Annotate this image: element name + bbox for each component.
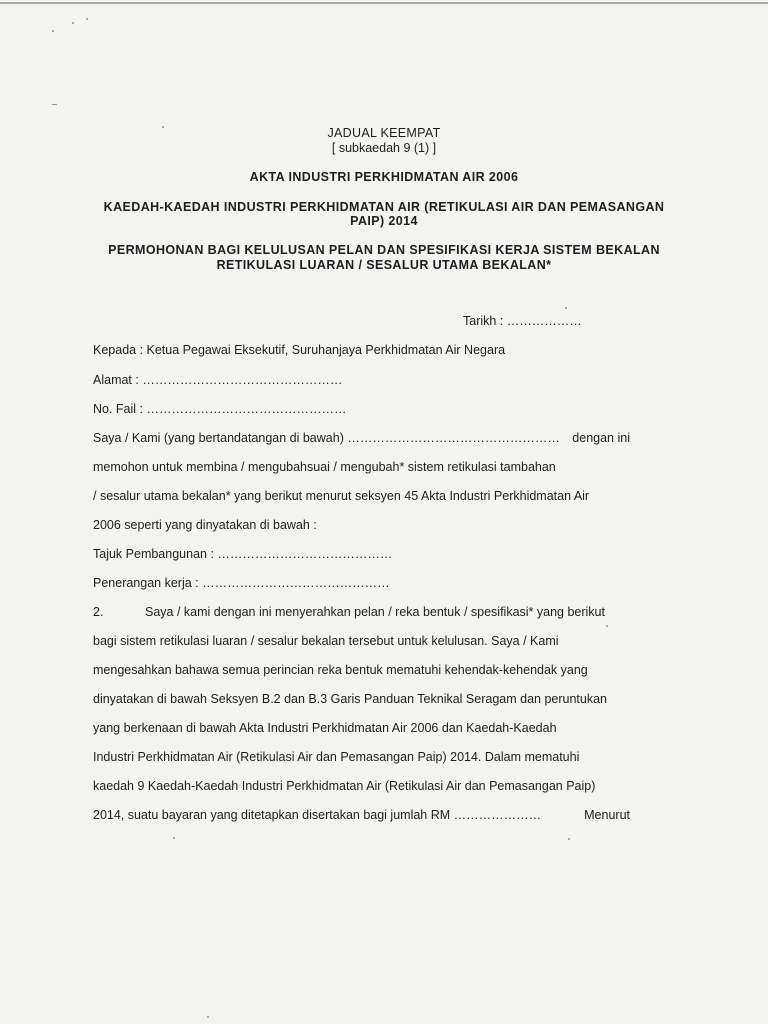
- paragraph2-line1: [93, 605, 605, 620]
- scan-speck: [52, 30, 54, 32]
- application-title-line1: PERMOHONAN BAGI KELULUSAN PELAN DAN SPESIFIKASI KERJA SISTEM BEKALAN: [108, 243, 660, 257]
- scan-speck: [86, 18, 88, 20]
- schedule-title: JADUAL KEEMPAT: [327, 126, 441, 140]
- paragraph2-line4: dinyatakan di bawah Seksyen B.2 dan B.3 Garis Panduan Teknikal Seragam dan peruntukan: [93, 692, 607, 706]
- paragraph2-line8-end: Menurut: [584, 808, 630, 822]
- paragraph2-line5: yang berkenaan di bawah Akta Industri Perkhidmatan Air 2006 dan Kaedah-Kaedah: [93, 721, 557, 735]
- scan-speck: [173, 837, 175, 839]
- paragraph2-line8: [93, 808, 630, 823]
- paragraph1-line3: / sesalur utama bekalan* yang berikut menurut seksyen 45 Akta Industri Perkhidmatan Air: [93, 489, 590, 503]
- paragraph1-line4: 2006 seperti yang dinyatakan di bawah :: [93, 518, 317, 532]
- paragraph2-line3: mengesahkan bahawa semua perincian reka bentuk mematuhi kehendak-kehendak yang: [93, 663, 588, 677]
- work-description-field: Penerangan kerja : ………………………………………: [93, 576, 390, 590]
- act-title: AKTA INDUSTRI PERKHIDMATAN AIR 2006: [249, 170, 519, 184]
- paragraph2-number: 2.: [93, 605, 104, 619]
- scan-speck: [565, 307, 567, 309]
- paragraph1-line2: memohon untuk membina / mengubahsuai / mengubah* sistem retikulasi tambahan: [93, 460, 556, 474]
- applicant-name-field: Saya / Kami (yang bertandatangan di bawah) ……………………………………………: [93, 431, 560, 445]
- subrule-reference: [ subkaedah 9 (1) ]: [331, 141, 437, 155]
- recipient-line: Kepada : Ketua Pegawai Eksekutif, Suruhanjaya Perkhidmatan Air Negara: [93, 343, 506, 357]
- scan-speck: [606, 625, 608, 627]
- project-title-field: Tajuk Pembangunan : ……………………………………: [93, 547, 393, 561]
- rules-title-line2: PAIP) 2014: [350, 214, 418, 228]
- paragraph1-line1-end: dengan ini: [572, 431, 630, 445]
- rules-title-line1: KAEDAH-KAEDAH INDUSTRI PERKHIDMATAN AIR (RETIKULASI AIR DAN PEMASANGAN: [103, 200, 665, 214]
- scan-speck: [207, 1016, 209, 1018]
- paragraph1-line1: [93, 431, 630, 446]
- paragraph2-line2: bagi sistem retikulasi luaran / sesalur bekalan tersebut untuk kelulusan. Saya / Kami: [93, 634, 559, 648]
- address-field: Alamat : …………………………………………: [93, 373, 343, 387]
- file-number-field: No. Fail : …………………………………………: [93, 402, 347, 416]
- paragraph2-line7: kaedah 9 Kaedah-Kaedah Industri Perkhidmatan Air (Retikulasi Air dan Pemasangan Paip): [93, 779, 596, 793]
- paragraph2-line1-text: Saya / kami dengan ini menyerahkan pelan / reka bentuk / spesifikasi* yang berikut: [145, 605, 605, 619]
- scan-edge-line: [0, 2, 768, 4]
- payment-amount-field: 2014, suatu bayaran yang ditetapkan disertakan bagi jumlah RM …………………: [93, 808, 542, 822]
- date-field: Tarikh : ………………: [463, 314, 582, 328]
- scan-speck: [72, 22, 74, 24]
- scan-speck: [52, 104, 57, 105]
- scan-speck: [568, 838, 570, 840]
- application-title-line2: RETIKULASI LUARAN / SESALUR UTAMA BEKALAN*: [216, 258, 552, 272]
- paragraph2-line6: Industri Perkhidmatan Air (Retikulasi Air dan Pemasangan Paip) 2014. Dalam mematuhi: [93, 750, 580, 764]
